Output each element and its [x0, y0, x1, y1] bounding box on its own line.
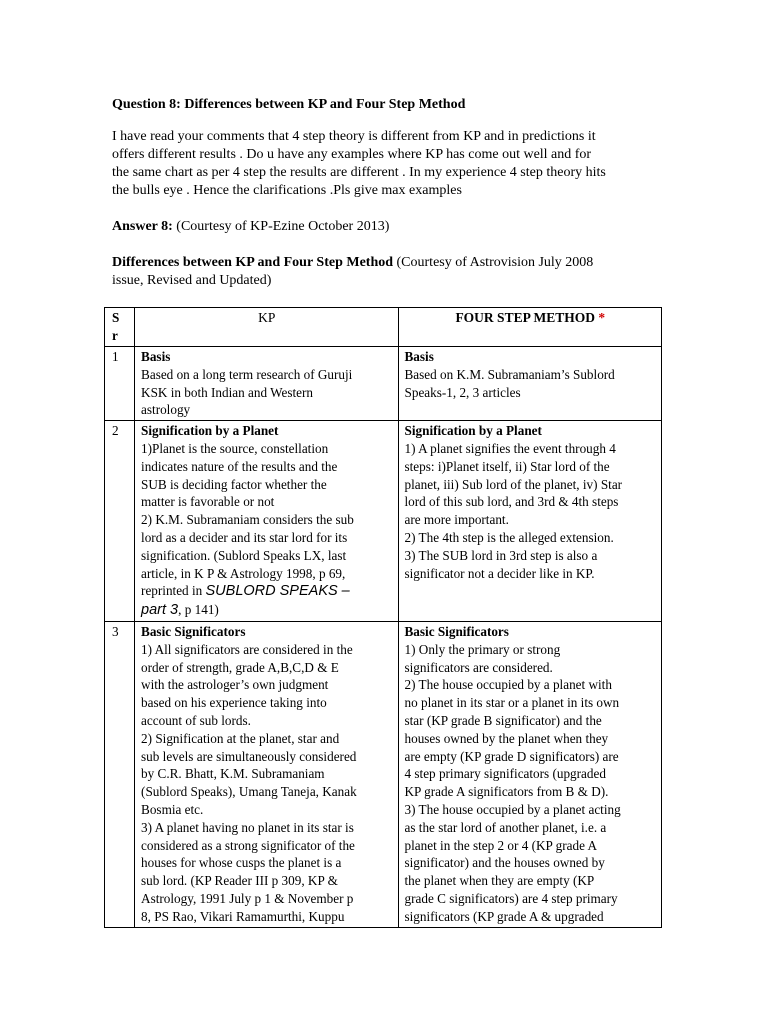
four-step-cell-line: 3) The house occupied by a planet acting [404, 801, 621, 817]
differences-courtesy-cont: issue, Revised and Updated) [112, 273, 272, 288]
kp-reprint-suffix: , p 141) [178, 602, 219, 618]
question-heading: Question 8: Differences between KP and Four Step Method [112, 97, 466, 112]
kp-cell-line: signification. (Sublord Speaks LX, last [141, 547, 347, 563]
four-step-cell-line: significator) and the houses owned by [404, 855, 605, 871]
four-step-cell-line: 1) A planet signifies the event through 4 [404, 440, 616, 456]
kp-cell-line: 8, PS Rao, Vikari Ramamurthi, Kuppu [141, 908, 345, 924]
kp-cell-line: based on his experience taking into [141, 695, 327, 711]
header-sr-line: S [112, 310, 120, 325]
kp-cell-line: by C.R. Bhatt, K.M. Subramaniam [141, 766, 325, 782]
header-four-step-cell [398, 308, 661, 347]
kp-cell-line: 1)Planet is the source, constellation [141, 440, 329, 456]
kp-cell-title: Basic Significators [141, 623, 246, 639]
question-line: I have read your comments that 4 step theory is different from KP and in predictions it [112, 129, 596, 144]
four-step-cell-line: houses owned by the planet when they [404, 730, 609, 746]
four-step-cell-line: significator not a decider like in KP. [404, 565, 595, 581]
kp-cell-line: 2) K.M. Subramaniam considers the sub [141, 512, 354, 528]
four-step-cell-line: lord of this sub lord, and 3rd & 4th steps [404, 494, 619, 510]
four-step-cell-line: the planet when they are empty (KP [404, 873, 595, 889]
kp-reprint-title: SUBLORD SPEAKS – [205, 583, 350, 600]
four-step-cell-line: 2) The 4th step is the alleged extension. [404, 529, 614, 545]
row-number: 2 [105, 421, 135, 622]
four-step-cell-line: 1) Only the primary or strong [404, 641, 561, 657]
four-step-cell-line: are more important. [404, 512, 509, 528]
question-line: the bulls eye . Hence the clarifications .Pls give max examples [112, 183, 462, 198]
kp-cell-line: with the astrologer’s own judgment [141, 677, 329, 693]
four-step-cell-line: 2) The house occupied by a planet with [404, 677, 612, 693]
question-line: offers different results . Do u have any examples where KP has come out well and for [112, 147, 592, 162]
kp-reprint-line [141, 601, 392, 620]
kp-cell-line: considered as a strong significator of the [141, 837, 355, 853]
kp-cell [135, 347, 398, 421]
kp-cell-line: Based on a long term research of Guruji [141, 366, 353, 382]
four-step-cell-line: no planet in its star or a planet in its own [404, 695, 620, 711]
row-number: 1 [105, 347, 135, 421]
kp-cell-line: sub lord. (KP Reader III p 309, KP & [141, 873, 338, 889]
kp-cell-line: 3) A planet having no planet in its star is [141, 819, 354, 835]
table-header-row [105, 308, 662, 347]
four-step-cell-line: significators (KP grade A & upgraded [404, 908, 604, 924]
kp-cell-line: sub levels are simultaneously considered [141, 748, 357, 764]
header-four-step-label: FOUR STEP METHOD [455, 310, 595, 325]
header-sr-line: r [112, 328, 118, 343]
comparison-table [104, 307, 662, 928]
four-step-cell-line: significators are considered. [404, 659, 553, 675]
kp-cell-line: Bosmia etc. [141, 801, 204, 817]
kp-cell-line: astrology [141, 402, 191, 418]
kp-cell-line: 2) Signification at the planet, star and [141, 730, 340, 746]
kp-cell-title: Signification by a Planet [141, 423, 279, 439]
four-step-cell [398, 347, 661, 421]
kp-cell-line: houses for whose cusps the planet is a [141, 855, 342, 871]
header-kp-cell: KP [135, 308, 398, 347]
four-step-cell-line: 4 step primary significators (upgraded [404, 766, 606, 782]
differences-courtesy: (Courtesy of Astrovision July 2008 [393, 255, 594, 270]
kp-cell-line: indicates nature of the results and the [141, 458, 338, 474]
four-step-cell-title: Basis [404, 349, 434, 364]
differences-title: Differences between KP and Four Step Method [112, 255, 394, 270]
header-sr-cell [105, 308, 135, 347]
question-body [112, 128, 672, 200]
row-number: 3 [105, 621, 135, 927]
kp-cell-line: lord as a decider and its star lord for its [141, 529, 348, 545]
kp-cell-line: 1) All significators are considered in the [141, 641, 353, 657]
four-step-cell-line: planet in the step 2 or 4 (KP grade A [404, 837, 598, 853]
four-step-cell-line: are empty (KP grade D significators) are [404, 748, 619, 764]
kp-cell-line: matter is favorable or not [141, 494, 275, 510]
four-step-cell [398, 621, 661, 927]
four-step-cell-title: Signification by a Planet [404, 423, 542, 439]
kp-cell-line: order of strength, grade A,B,C,D & E [141, 659, 339, 675]
kp-cell [135, 421, 398, 622]
answer-courtesy: (Courtesy of KP-Ezine October 2013) [172, 219, 390, 234]
question-line: the same chart as per 4 step the results are different . In my experience 4 step theory hits [112, 165, 606, 180]
kp-cell-line: KSK in both Indian and Western [141, 384, 313, 400]
header-star-marker: * [598, 310, 606, 325]
four-step-cell-line: grade C significators) are 4 step primary [404, 890, 618, 906]
four-step-cell-line: planet, iii) Sub lord of the planet, iv) Star [404, 476, 623, 492]
four-step-cell-line: as the star lord of another planet, i.e. a [404, 819, 607, 835]
four-step-cell-line: KP grade A significators from B & D). [404, 784, 609, 800]
kp-reprint-line [141, 582, 392, 601]
table-row [105, 347, 662, 421]
answer-line [112, 218, 389, 236]
four-step-cell [398, 421, 661, 622]
kp-cell-line: Astrology, 1991 July p 1 & November p [141, 890, 354, 906]
four-step-cell-line: 3) The SUB lord in 3rd step is also a [404, 547, 598, 563]
table-row [105, 421, 662, 622]
four-step-cell-line: steps: i)Planet itself, ii) Star lord of the [404, 458, 610, 474]
four-step-cell-title: Basic Significators [404, 623, 509, 639]
kp-cell-line: account of sub lords. [141, 712, 251, 728]
four-step-cell-line: star (KP grade B significator) and the [404, 712, 602, 728]
four-step-cell-line: Speaks-1, 2, 3 articles [404, 384, 521, 400]
kp-cell [135, 621, 398, 927]
kp-cell-title: Basis [141, 349, 171, 364]
kp-cell-line: article, in K P & Astrology 1998, p 69, [141, 565, 346, 581]
differences-heading [112, 254, 672, 290]
kp-cell-line: SUB is deciding factor whether the [141, 476, 327, 492]
table-row [105, 621, 662, 927]
kp-reprint-prefix: reprinted in [141, 583, 206, 599]
answer-label: Answer 8: [112, 219, 173, 234]
kp-cell-line: (Sublord Speaks), Umang Taneja, Kanak [141, 784, 357, 800]
four-step-cell-line: Based on K.M. Subramaniam’s Sublord [404, 366, 615, 382]
kp-reprint-part: part 3 [141, 602, 179, 619]
